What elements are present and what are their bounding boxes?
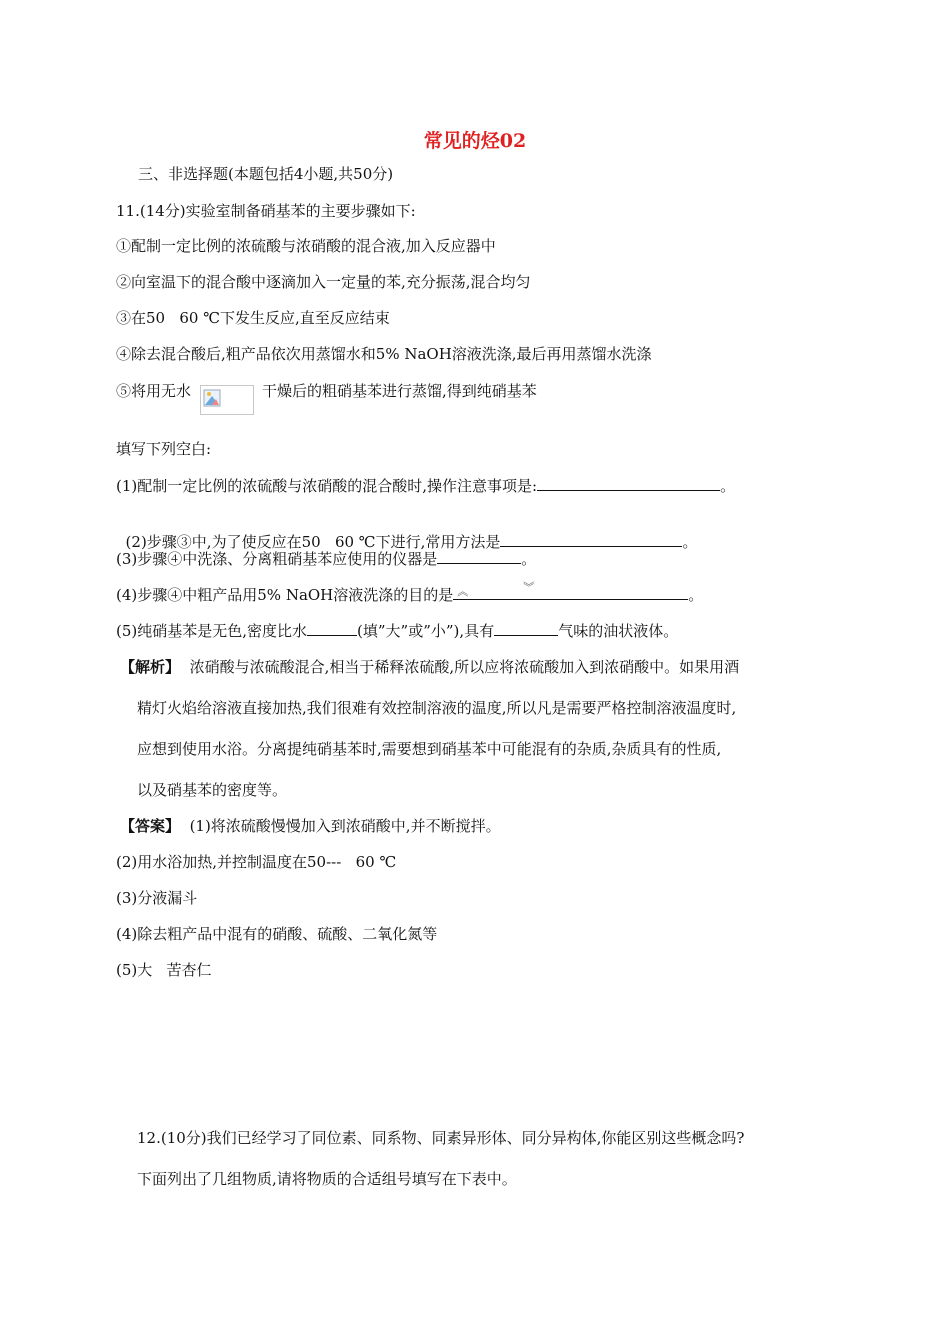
fill-3-period: 。 (521, 550, 537, 568)
answer-blank-5b[interactable] (494, 620, 558, 636)
page-title: 常见的烃02 (423, 130, 527, 152)
analysis-line-1 (120, 657, 739, 677)
fill-5-text-b: (填”大”或”小”),具有 (357, 622, 495, 640)
fill-2-period: 。 (682, 533, 698, 551)
step-1: ①配制一定比例的浓硫酸与浓硝酸的混合液,加入反应器中 (116, 237, 496, 255)
fill-5-text-c: 气味的油状液体。 (558, 622, 679, 640)
fill-1-text: (1)配制一定比例的浓硫酸与浓硝酸的混合酸时,操作注意事项是: (116, 477, 538, 495)
fill-4 (116, 581, 704, 605)
question-12-line-1: 12.(10分)我们已经学习了同位素、同系物、同素异形体、同分异构体,你能区别这些概念吗? (137, 1129, 745, 1147)
answer-line-4: (4)除去粗产品中混有的硝酸、硫酸、二氧化氮等 (116, 925, 438, 943)
answer-blank-4[interactable] (453, 581, 688, 600)
step-4: ④除去混合酸后,粗产品依次用蒸馏水和5% NaOH溶液洗涤,最后再用蒸馏水洗涤 (116, 345, 652, 363)
caret-down-icon: ︾ (523, 581, 535, 594)
fill-5 (116, 620, 678, 641)
fill-1-period: 。 (720, 477, 736, 495)
answer-blank-5a[interactable] (307, 620, 357, 636)
answer-blank-3[interactable] (437, 548, 521, 564)
section-heading: 三、非选择题(本题包括4小题,共50分) (138, 165, 394, 183)
step-5-part-a: ⑤将用无水 (116, 382, 192, 400)
broken-image-icon (203, 389, 221, 407)
analysis-line-4: 以及硝基苯的密度等。 (137, 781, 288, 799)
fill-2 (116, 511, 697, 552)
fill-2-text: (2)步骤③中,为了使反应在50 60 ℃下进行,常用方法是 (125, 533, 501, 551)
answer-line-1 (120, 816, 501, 836)
fill-5-text-a: (5)纯硝基苯是无色,密度比水 (116, 622, 308, 640)
fill-heading: 填写下列空白: (116, 440, 212, 458)
step-5-part-b: 干燥后的粗硝基苯进行蒸馏,得到纯硝基苯 (262, 382, 537, 400)
step-2: ②向室温下的混合酸中逐滴加入一定量的苯,充分振荡,混合均匀 (116, 273, 531, 291)
step-3: ③在50 60 ℃下发生反应,直至反应结束 (116, 309, 390, 327)
caret-up-icon: ︽ (457, 585, 469, 598)
answer-label: 【答案】 (120, 817, 181, 835)
analysis-text-1: 浓硝酸与浓硫酸混合,相当于稀释浓硫酸,所以应将浓硫酸加入到浓硝酸中。如果用酒 (189, 658, 740, 676)
fill-3 (116, 548, 536, 569)
answer-text-1: (1)将浓硫酸慢慢加入到浓硝酸中,并不断搅拌。 (189, 817, 501, 835)
question-12-line-2: 下面列出了几组物质,请将物质的合适组号填写在下表中。 (137, 1170, 517, 1188)
fill-1 (116, 475, 735, 496)
fill-4-period: 。 (688, 586, 704, 604)
answer-line-3: (3)分液漏斗 (116, 889, 198, 907)
answer-blank-1[interactable] (537, 475, 720, 491)
missing-image-icon (200, 385, 254, 415)
answer-blank-2[interactable] (500, 531, 682, 547)
analysis-line-2: 精灯火焰给溶液直接加热,我们很难有效控制溶液的温度,所以凡是需要严格控制溶液温度时, (137, 699, 737, 717)
question-11-head: 11.(14分)实验室制备硝基苯的主要步骤如下: (116, 202, 416, 220)
fill-4-text: (4)步骤④中粗产品用5% NaOH溶液洗涤的目的是 (116, 586, 454, 604)
answer-line-2: (2)用水浴加热,并控制温度在50--- 60 ℃ (116, 853, 397, 871)
fill-3-text: (3)步骤④中洗涤、分离粗硝基苯应使用的仪器是 (116, 550, 438, 568)
analysis-line-3: 应想到使用水浴。分离提纯硝基苯时,需要想到硝基苯中可能混有的杂质,杂质具有的性质, (137, 740, 722, 758)
answer-line-5: (5)大 苦杏仁 (116, 961, 212, 979)
analysis-label: 【解析】 (120, 658, 181, 676)
